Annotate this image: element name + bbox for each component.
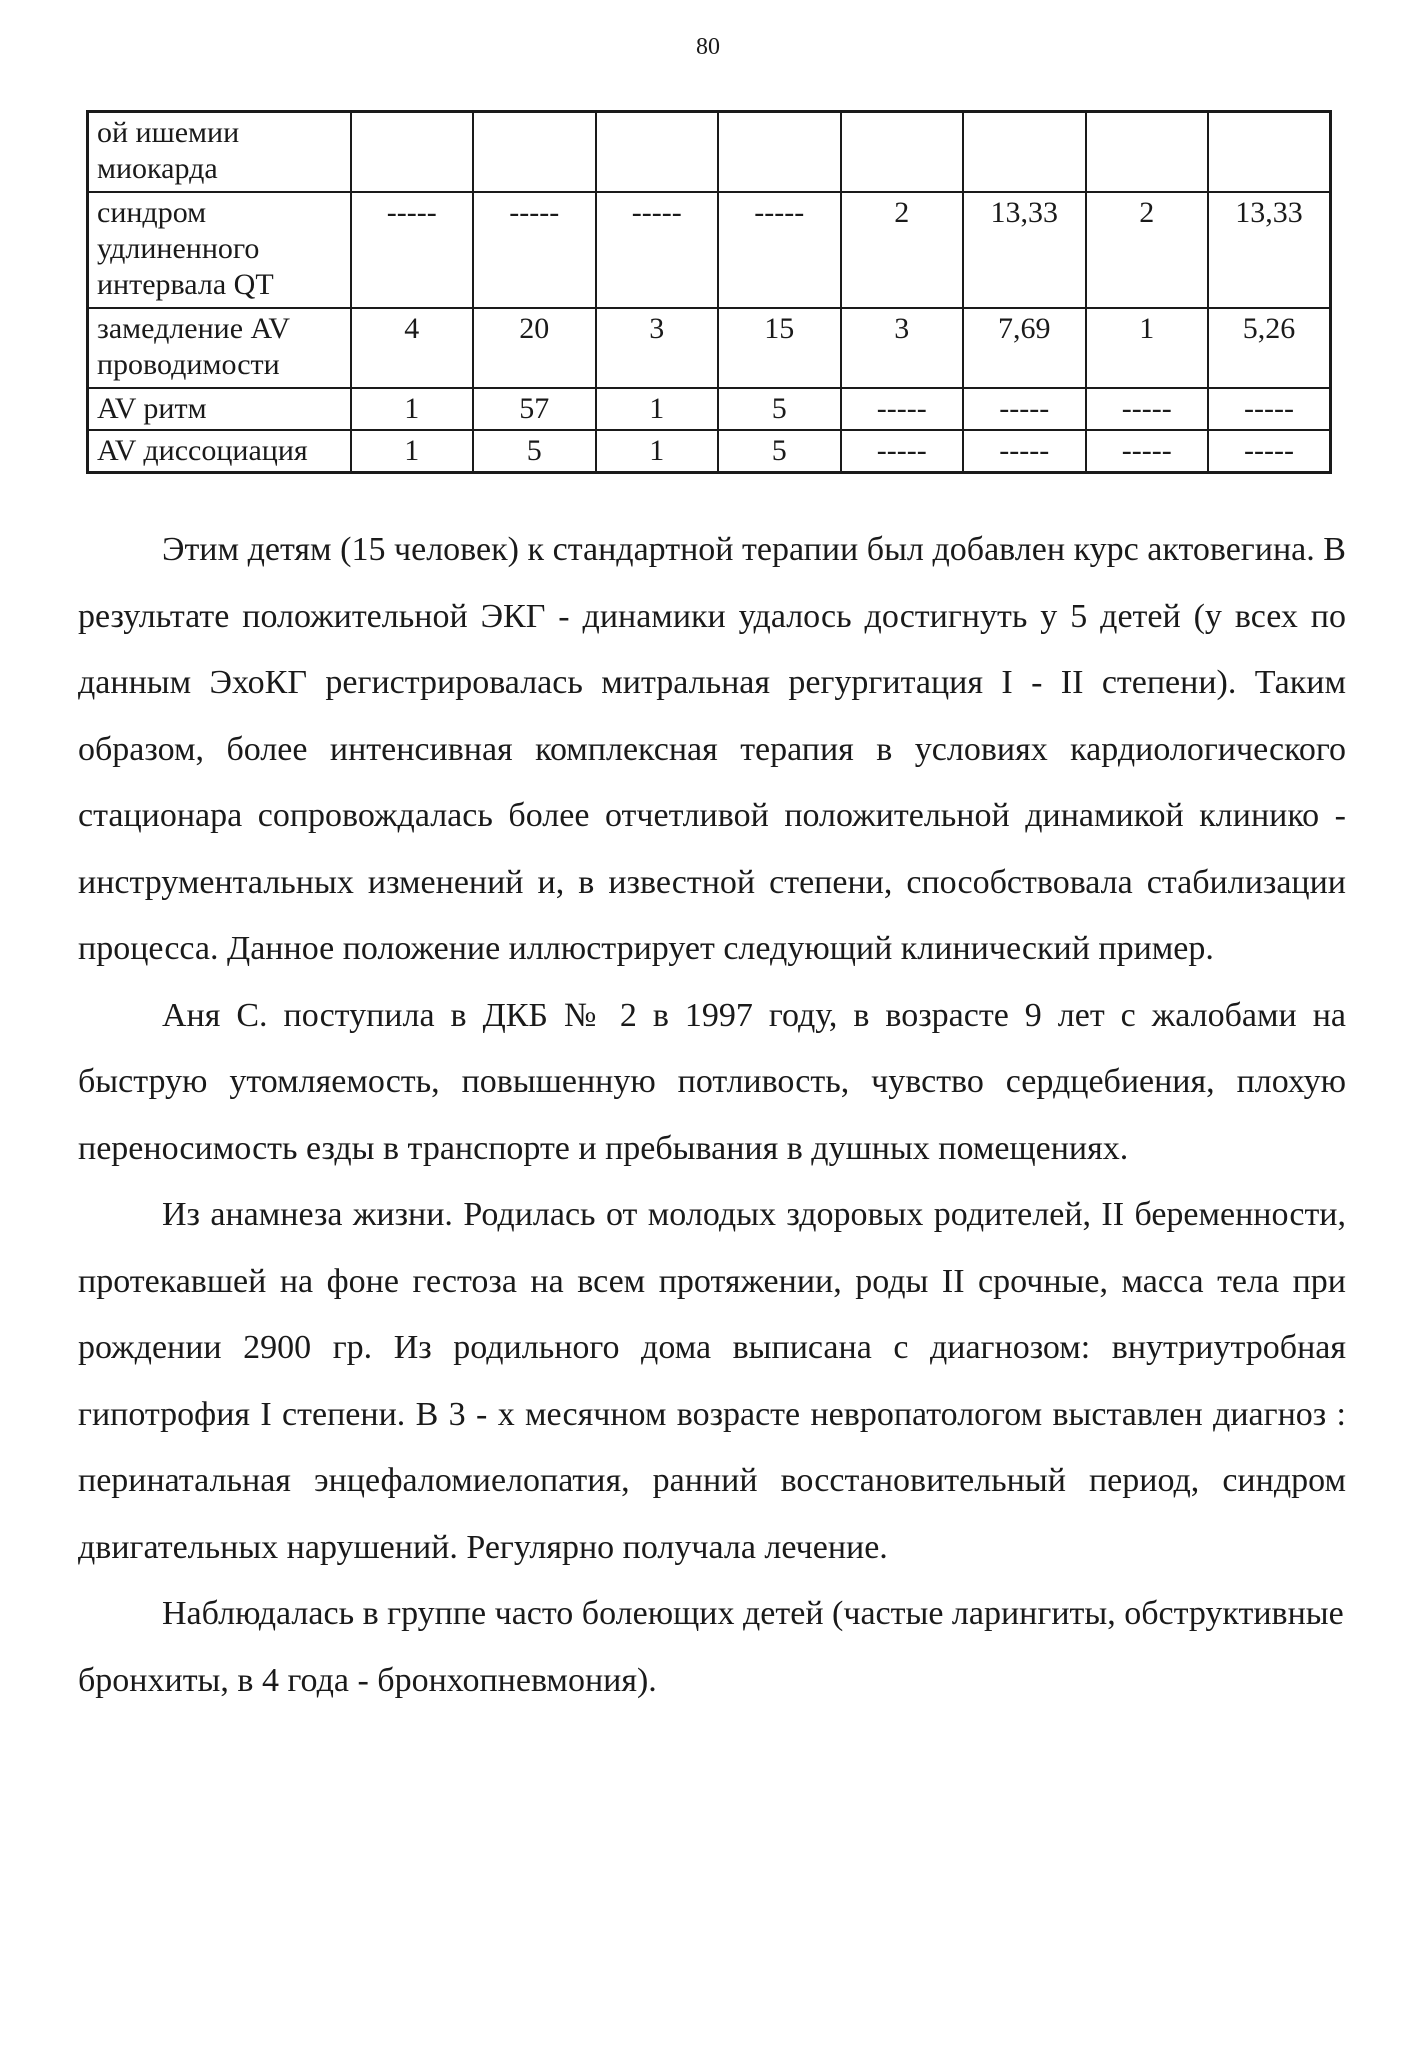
value-cell [596,112,719,193]
value-cell [473,112,596,193]
value-cell: ----- [718,192,841,308]
value-cell: 5,26 [1208,308,1331,388]
value-cell: ----- [1086,430,1209,473]
value-cell: 1 [351,430,474,473]
value-cell: 13,33 [1208,192,1331,308]
row-label-cell: синдром удлиненного интервала QT [88,192,351,308]
table-row [88,430,1331,473]
page-number: 80 [696,34,720,60]
value-cell: 2 [841,192,964,308]
value-cell: 2 [1086,192,1209,308]
value-cell: 1 [596,430,719,473]
paragraph-case-admission: Аня С. поступила в ДКБ № 2 в 1997 году, в возрасте 9 лет с жалобами на быструю утомляемость, повышенную потливость, чувство сердцебиения, плохую переносимость езды в транспорте и пребывания в душных помещениях. [78,996,1346,1167]
value-cell [718,112,841,193]
value-cell: ----- [1208,430,1331,473]
value-cell: 1 [351,388,474,430]
value-cell: 4 [351,308,474,388]
table-row [88,308,1331,388]
paragraph-therapy: Этим детям (15 человек) к стандартной терапии был добавлен курс актовегина. В результате положительной ЭКГ - динамики удалось достигнуть у 5 детей (у всех по данным ЭхоКГ регистрировалась митральная регургитация I - II степени). Таким образом, более интенсивная комплексная терапия в условиях кардиологического стационара сопровождалась более отчетливой положительной динамикой клинико - инструментальных изменений и, в известной степени, способствовала стабилизации процесса. Данное положение иллюстрирует следующий клинический пример. [78,531,1346,967]
value-cell: 5 [718,430,841,473]
value-cell [963,112,1086,193]
value-cell: ----- [351,192,474,308]
value-cell: ----- [1208,388,1331,430]
value-cell: 57 [473,388,596,430]
row-label-cell: замедление AV проводимости [88,308,351,388]
value-cell: 1 [596,388,719,430]
value-cell: ----- [963,430,1086,473]
value-cell: 20 [473,308,596,388]
value-cell: ----- [841,430,964,473]
value-cell: 7,69 [963,308,1086,388]
value-cell: 3 [596,308,719,388]
value-cell: ----- [963,388,1086,430]
body-text [78,517,1346,1714]
value-cell: 1 [1086,308,1209,388]
value-cell [351,112,474,193]
value-cell: 5 [473,430,596,473]
value-cell: ----- [473,192,596,308]
table-row [88,388,1331,430]
value-cell: ----- [596,192,719,308]
table-body [88,112,1331,473]
table-row [88,192,1331,308]
row-label-cell: ой ишемии миокарда [88,112,351,193]
value-cell: 5 [718,388,841,430]
results-table [86,110,1332,474]
value-cell: ----- [841,388,964,430]
value-cell [841,112,964,193]
value-cell [1086,112,1209,193]
value-cell: 15 [718,308,841,388]
row-label-cell: AV ритм [88,388,351,430]
value-cell: 3 [841,308,964,388]
paragraph-observation: Наблюдалась в группе часто болеющих детей (частые ларингиты, обструктивные бронхиты, в 4 года - бронхопневмония). [78,1595,1344,1699]
row-label-cell: AV диссоциация [88,430,351,473]
table-row [88,112,1331,193]
value-cell [1208,112,1331,193]
value-cell: ----- [1086,388,1209,430]
value-cell: 13,33 [963,192,1086,308]
paragraph-anamnesis: Из анамнеза жизни. Родилась от молодых здоровых родителей, II беременности, протекавшей на фоне гестоза на всем протяжении, роды II срочные, масса тела при рождении 2900 гр. Из родильного дома выписана с диагнозом: внутриутробная гипотрофия I степени. В 3 - х месячном возрасте невропатологом выставлен диагноз : перинатальная энцефаломиелопатия, ранний восстановительный период, синдром двигательных нарушений. Регулярно получала лечение. [78,1196,1346,1566]
